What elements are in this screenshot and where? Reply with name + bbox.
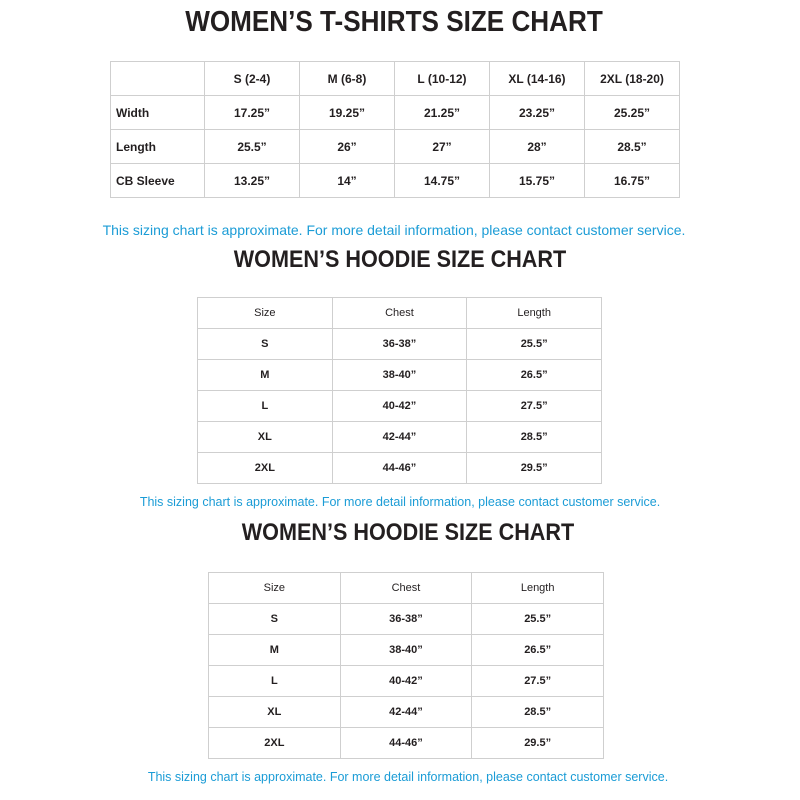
table-cell: 38-40” <box>332 360 467 391</box>
table-cell: S <box>209 604 341 635</box>
table-row <box>209 604 604 635</box>
table-cell: 14.75” <box>395 164 490 198</box>
table-cell: 14” <box>300 164 395 198</box>
table-cell: 38-40” <box>340 635 472 666</box>
table-row <box>198 360 602 391</box>
table-header-row <box>198 298 602 329</box>
header-cell: L (10-12) <box>395 62 490 96</box>
table-cell: XL <box>209 697 341 728</box>
row-label: Length <box>111 130 205 164</box>
header-cell: XL (14-16) <box>490 62 585 96</box>
hoodie-size-table <box>208 572 604 759</box>
table-cell: 42-44” <box>332 422 467 453</box>
table-cell: 21.25” <box>395 96 490 130</box>
table-row <box>209 728 604 759</box>
header-cell: Size <box>209 573 341 604</box>
table-cell: 2XL <box>198 453 333 484</box>
table-cell: 25.5” <box>467 329 602 360</box>
table-cell: 13.25” <box>205 164 300 198</box>
table-cell: 15.75” <box>490 164 585 198</box>
table-cell: 26” <box>300 130 395 164</box>
table-cell: L <box>198 391 333 422</box>
table-cell: 44-46” <box>332 453 467 484</box>
table-row <box>198 453 602 484</box>
table-row <box>198 391 602 422</box>
hoodie-sizing-note: This sizing chart is approximate. For more detail information, please contact customer service. <box>147 770 669 784</box>
table-cell: 16.75” <box>585 164 680 198</box>
hoodie-sizing-note: This sizing chart is approximate. For more detail information, please contact customer service. <box>139 495 661 509</box>
table-cell: 29.5” <box>472 728 604 759</box>
table-row <box>111 164 680 198</box>
table-cell: 19.25” <box>300 96 395 130</box>
hoodie-chart-title: WOMEN’S HOODIE SIZE CHART <box>241 519 575 546</box>
header-cell: Length <box>467 298 602 329</box>
table-cell: 44-46” <box>340 728 472 759</box>
header-cell: Size <box>198 298 333 329</box>
table-cell: 26.5” <box>467 360 602 391</box>
table-cell: S <box>198 329 333 360</box>
header-cell: Chest <box>332 298 467 329</box>
tshirt-sizing-note: This sizing chart is approximate. For more detail information, please contact customer service. <box>102 222 686 238</box>
header-cell: 2XL (18-20) <box>585 62 680 96</box>
table-row <box>209 635 604 666</box>
header-cell: Chest <box>340 573 472 604</box>
table-cell: L <box>209 666 341 697</box>
table-cell: 27.5” <box>472 666 604 697</box>
table-cell: 28.5” <box>472 697 604 728</box>
header-cell: M (6-8) <box>300 62 395 96</box>
table-cell: M <box>198 360 333 391</box>
header-cell: Length <box>472 573 604 604</box>
table-cell: XL <box>198 422 333 453</box>
table-cell: 40-42” <box>340 666 472 697</box>
table-cell: 25.5” <box>205 130 300 164</box>
table-cell: 27” <box>395 130 490 164</box>
table-row <box>198 422 602 453</box>
hoodie-chart-title: WOMEN’S HOODIE SIZE CHART <box>233 246 567 273</box>
table-row <box>198 329 602 360</box>
table-cell: 29.5” <box>467 453 602 484</box>
table-cell: 23.25” <box>490 96 585 130</box>
tshirt-chart-title: WOMEN’S T-SHIRTS SIZE CHART <box>185 6 603 38</box>
table-header-row <box>209 573 604 604</box>
table-row <box>209 666 604 697</box>
table-row <box>111 130 680 164</box>
table-cell: 36-38” <box>340 604 472 635</box>
table-header-row <box>111 62 680 96</box>
table-cell: 28” <box>490 130 585 164</box>
header-cell: S (2-4) <box>205 62 300 96</box>
row-label: CB Sleeve <box>111 164 205 198</box>
table-cell: 2XL <box>209 728 341 759</box>
table-cell: 27.5” <box>467 391 602 422</box>
table-cell: 40-42” <box>332 391 467 422</box>
table-cell: 28.5” <box>585 130 680 164</box>
table-cell: 36-38” <box>332 329 467 360</box>
table-cell: 25.25” <box>585 96 680 130</box>
table-row <box>111 96 680 130</box>
hoodie-size-table <box>197 297 602 484</box>
table-cell: 42-44” <box>340 697 472 728</box>
table-cell: M <box>209 635 341 666</box>
table-cell: 28.5” <box>467 422 602 453</box>
table-cell: 26.5” <box>472 635 604 666</box>
table-cell: 25.5” <box>472 604 604 635</box>
row-label: Width <box>111 96 205 130</box>
table-row <box>209 697 604 728</box>
table-cell: 17.25” <box>205 96 300 130</box>
tshirt-size-table <box>110 61 680 198</box>
header-cell <box>111 62 205 96</box>
